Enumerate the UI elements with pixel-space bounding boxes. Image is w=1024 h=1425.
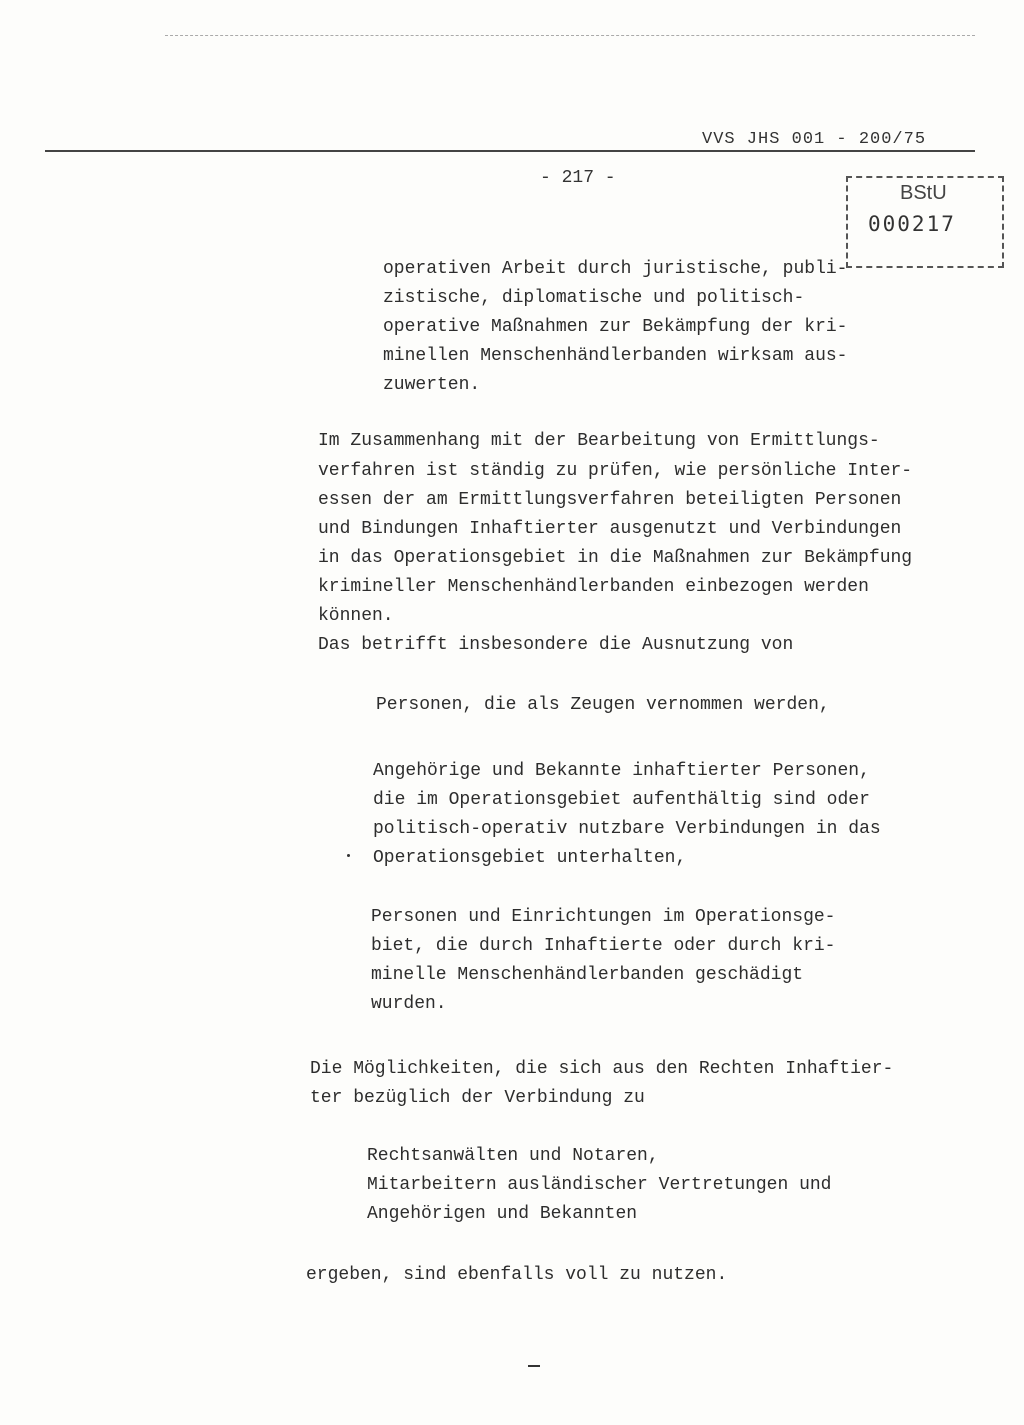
stray-mark bbox=[528, 1365, 540, 1367]
list-item: Rechtsanwälten und Notaren, bbox=[367, 1146, 659, 1166]
text-line: operativen Arbeit durch juristische, publi- bbox=[383, 259, 848, 279]
list-item: biet, die durch Inhaftierte oder durch kri- bbox=[371, 936, 836, 956]
list-item: Operationsgebiet unterhalten, bbox=[373, 848, 687, 868]
top-dashed-rule bbox=[165, 35, 975, 36]
text-line: in das Operationsgebiet in die Maßnahmen zur Bekämpfung bbox=[318, 548, 913, 568]
header-rule bbox=[45, 150, 975, 152]
text-line: können. bbox=[318, 606, 394, 626]
list-item: minelle Menschenhändlerbanden geschädigt bbox=[371, 965, 804, 985]
text-line: ter bezüglich der Verbindung zu bbox=[310, 1088, 645, 1108]
page-number: - 217 - bbox=[540, 168, 616, 188]
list-item: Personen, die als Zeugen vernommen werden, bbox=[376, 695, 830, 715]
text-line: essen der am Ermittlungsverfahren beteiligten Personen bbox=[318, 490, 902, 510]
text-line: zistische, diplomatische und politisch- bbox=[383, 288, 805, 308]
list-item: Personen und Einrichtungen im Operationsge- bbox=[371, 907, 836, 927]
list-item: politisch-operativ nutzbare Verbindungen in das bbox=[373, 819, 881, 839]
text-line: operative Maßnahmen zur Bekämpfung der kri- bbox=[383, 317, 848, 337]
text-line: minellen Menschenhändlerbanden wirksam aus- bbox=[383, 346, 848, 366]
text-line: zuwerten. bbox=[383, 375, 481, 395]
text-line: Die Möglichkeiten, die sich aus den Rechten Inhaftier- bbox=[310, 1059, 894, 1079]
text-line: und Bindungen Inhaftierter ausgenutzt und Verbindungen bbox=[318, 519, 902, 539]
archive-stamp bbox=[846, 176, 1004, 268]
text-line: verfahren ist ständig zu prüfen, wie persönliche Inter- bbox=[318, 461, 913, 481]
document-reference: VVS JHS 001 - 200/75 bbox=[702, 130, 927, 149]
list-item: Angehörige und Bekannte inhaftierter Personen, bbox=[373, 761, 870, 781]
list-item: die im Operationsgebiet aufenthältig sind oder bbox=[373, 790, 870, 810]
text-line: Das betrifft insbesondere die Ausnutzung von bbox=[318, 635, 794, 655]
stamp-number: 000217 bbox=[868, 212, 956, 236]
list-item: wurden. bbox=[371, 994, 447, 1014]
text-line: Im Zusammenhang mit der Bearbeitung von Ermittlungs- bbox=[318, 431, 880, 451]
list-item: Mitarbeitern ausländischer Vertretungen und bbox=[367, 1175, 832, 1195]
text-line: krimineller Menschenhändlerbanden einbezogen werden bbox=[318, 577, 869, 597]
stray-dot bbox=[347, 854, 350, 857]
stamp-org: BStU bbox=[900, 182, 947, 204]
list-item: Angehörigen und Bekannten bbox=[367, 1204, 638, 1224]
text-line: ergeben, sind ebenfalls voll zu nutzen. bbox=[306, 1265, 728, 1285]
